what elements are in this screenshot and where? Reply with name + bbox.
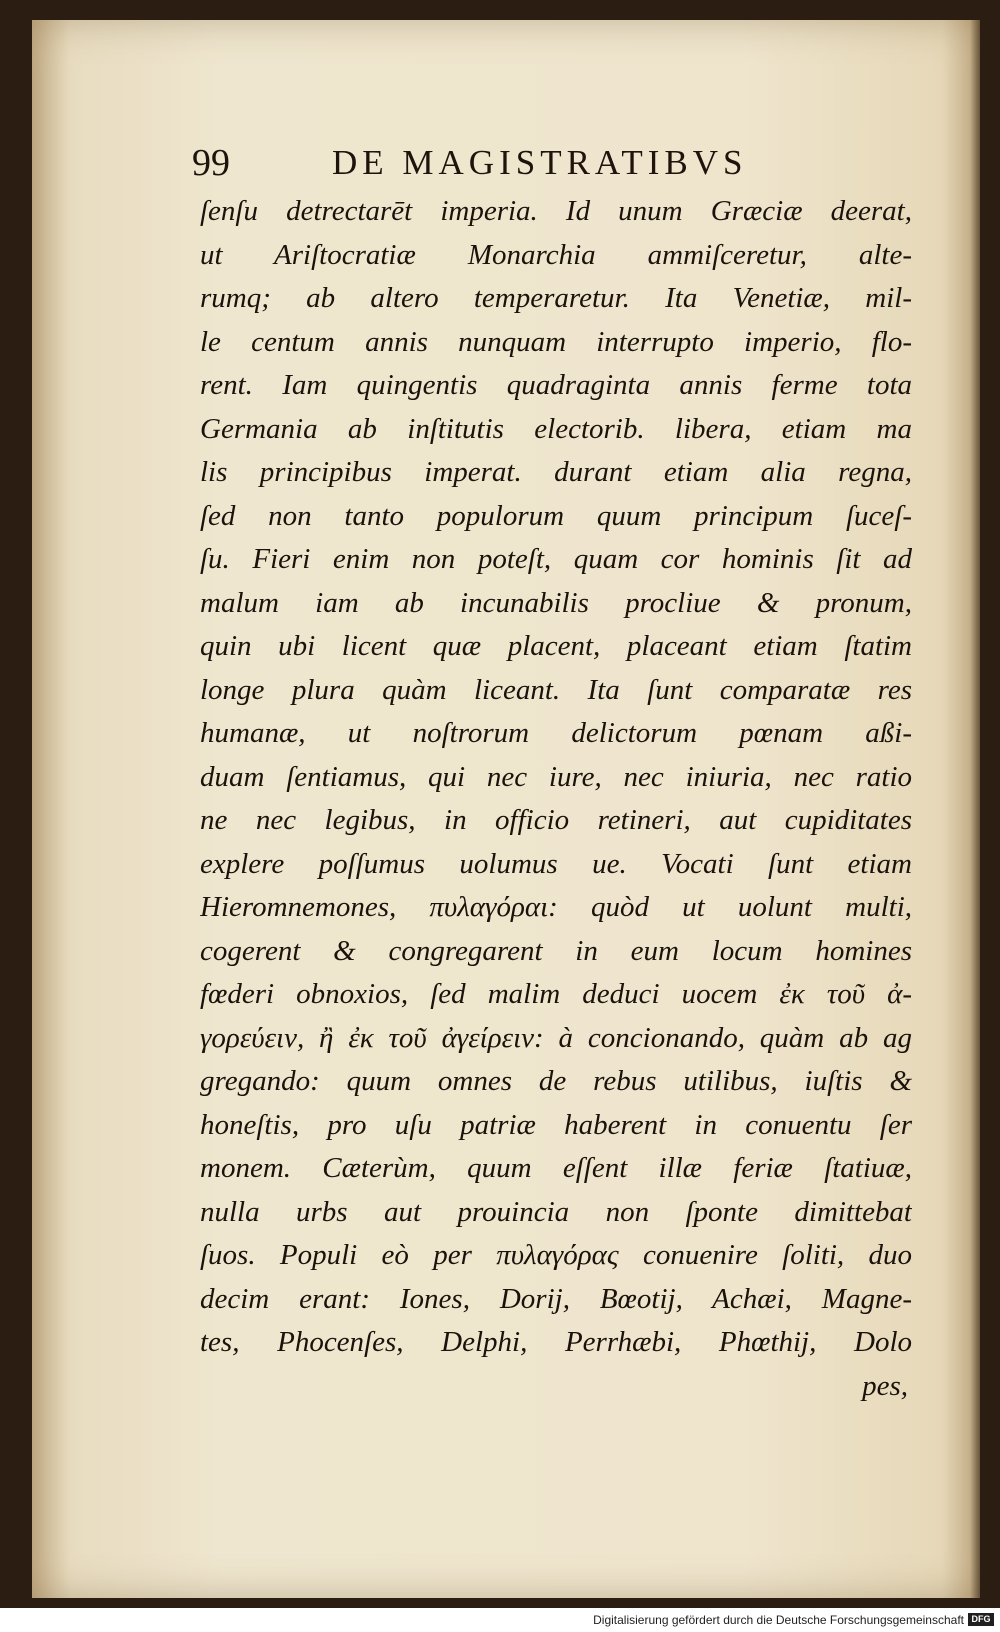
dfg-logo-icon: DFG (968, 1613, 994, 1626)
text-line: le centum annis nunquam interrupto imperio, flo- (200, 325, 912, 358)
text-line: duam ſentiamus, qui nec iure, nec iniuria, nec ratio (200, 760, 912, 793)
catchword: pes, (862, 1369, 908, 1402)
funding-note: Digitalisierung gefördert durch die Deutsche Forschungsgemeinschaft (593, 1613, 964, 1627)
running-head: DE MAGISTRATIBVS (332, 143, 748, 182)
text-line: ut Ariſtocratiæ Monarchia ammiſceretur, alte- (200, 238, 912, 271)
text-line: ne nec legibus, in officio retineri, aut cupiditates (200, 804, 912, 836)
text-line: decim erant: Iones, Dorij, Bœotij, Achæi, Magne- (200, 1282, 912, 1315)
text-line: lis principibus imperat. durant etiam alia regna, (200, 456, 912, 488)
text-line: ſu. Fieri enim non poteſt, quam cor hominis ſit ad (200, 543, 912, 575)
text-line: malum iam ab incunabilis procliue & pronum, (200, 586, 912, 619)
text-line: quin ubi licent quæ placent, placeant etiam ſtatim (200, 630, 912, 662)
text-line: monem. Cæterùm, quum eſſent illæ feriæ ſtatiuæ, (200, 1152, 912, 1184)
text-line: ſed non tanto populorum quum principum ſuceſ- (200, 499, 912, 532)
book-page (32, 20, 980, 1598)
text-line: rumq; ab altero temperaretur. Ita Venetiæ, mil- (200, 282, 912, 314)
text-line: fœderi obnoxios, ſed malim deduci uocem ἐκ τοῦ ἀ- (200, 978, 912, 1010)
text-line: gregando: quum omnes de rebus utilibus, iuſtis & (200, 1065, 912, 1097)
text-line: cogerent & congregarent in eum locum homines (200, 934, 912, 967)
text-line: honeſtis, pro uſu patriæ haberent in conuentu ſer (200, 1108, 912, 1141)
text-line: ſuos. Populi eò per πυλαγόρας conuenire ſoliti, duo (200, 1239, 912, 1271)
footer-bar (0, 1608, 1000, 1632)
text-line: Germania ab inſtitutis electorib. libera, etiam ma (200, 412, 912, 445)
text-line: humanæ, ut noſtrorum delictorum pœnam aßi- (200, 717, 912, 749)
text-line: γορεύειν, ἢ ἐκ τοῦ ἀγείρειν: à concionando, quàm ab ag (200, 1021, 912, 1054)
text-line: ſenſu detrectarēt imperia. Id unum Græciæ deerat, (200, 195, 912, 227)
text-line: explere poſſumus uolumus ue. Vocati ſunt etiam (200, 847, 912, 880)
text-line: rent. Iam quingentis quadraginta annis ferme tota (200, 369, 912, 401)
text-line: nulla urbs aut prouincia non ſponte dimittebat (200, 1195, 912, 1228)
body-text (200, 190, 912, 1408)
text-line: Hieromnemones, πυλαγόραι: quòd ut uolunt multi, (200, 891, 912, 923)
text-line: longe plura quàm liceant. Ita ſunt comparatæ res (200, 673, 912, 706)
page-number: 99 (192, 142, 230, 184)
page-header (192, 138, 872, 188)
text-line: tes, Phocenſes, Delphi, Perrhæbi, Phœthij, Dolo (200, 1326, 912, 1358)
